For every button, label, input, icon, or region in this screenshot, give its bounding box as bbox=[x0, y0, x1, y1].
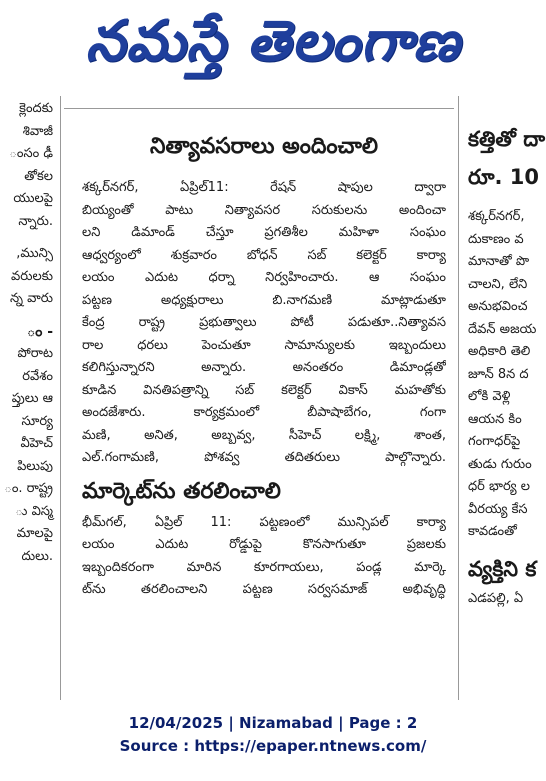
second-article-body-line: లయం ఎదుట రోడ్డుపై కొనసాగుతూ ప్రజలకు bbox=[82, 537, 446, 552]
article-body-line: అందజేశారు. కార్యక్రమంలో బీపాషాబేగం, గంగా bbox=[82, 405, 446, 420]
left-column bbox=[0, 98, 56, 568]
second-article-body-line: ట్‌ను తరలించాలని పట్టణ సర్వసమాజ్ అభివృద్ధి bbox=[82, 582, 446, 597]
right-column-line: జూన్ 8న ద bbox=[468, 366, 529, 382]
left-column-line: న్నారు. bbox=[18, 213, 53, 229]
article-body-line: కేంద్ర రాష్ట్ర ప్రభుత్వాలు పోటీ పడుతూ..నిత్యావస bbox=[82, 315, 446, 330]
right-column-line: ఆయన కిం bbox=[468, 411, 522, 427]
left-column-line: తోకల bbox=[24, 168, 53, 184]
article-body-line: కూడిన వినతిపత్రాన్ని సబ్ కలెక్టర్ వికాస్ మహతోకు bbox=[82, 382, 446, 398]
footer bbox=[0, 712, 546, 758]
right-column-line: తుడు గురుం bbox=[468, 456, 532, 472]
left-column-line: న్న వారు bbox=[10, 291, 53, 306]
left-column-line: దులు. bbox=[21, 548, 53, 564]
right-column-line: ధర్ భార్య ల bbox=[468, 479, 530, 494]
right-column-line: దుకాణం వ bbox=[468, 231, 524, 247]
right-column-headline: రూ. 10 bbox=[468, 165, 539, 189]
right-column-line: చాలని, లేని bbox=[468, 276, 528, 292]
second-article-headline: మార్కెట్‌ను తరలించాలి bbox=[82, 478, 281, 504]
column-divider-left bbox=[60, 96, 61, 700]
right-column bbox=[468, 120, 546, 610]
footer-date-edition: 12/04/2025 | Nizamabad | Page : 2 bbox=[128, 714, 418, 732]
right-column-line: అనుభవించ bbox=[468, 299, 528, 314]
second-article-body-line: భీమ్‌గల్, ఏప్రిల్ 11: పట్టణంలో మున్సిపల్ కార్యా bbox=[82, 514, 446, 530]
left-column-line: ,మున్సి bbox=[16, 246, 53, 261]
article-body-line: శక్కర్‌నగర్, ఏప్రిల్11: రేషన్ షాపుల ద్వారా bbox=[82, 180, 446, 195]
masthead-title: నమస్తే తెలంగాణ bbox=[85, 9, 461, 74]
column-divider-right bbox=[458, 96, 459, 700]
masthead bbox=[0, 0, 546, 84]
article-body-line: ఎల్.గంగామణి, పోశవ్వ తదితరులు పాల్గొన్నారు. bbox=[82, 450, 446, 465]
left-column-heading: ం - bbox=[27, 323, 53, 340]
right-column-line: అధికారి తెలి bbox=[468, 344, 531, 359]
right-column-line: గంగాధర్‌పై bbox=[468, 434, 521, 449]
left-column-line: పోరాట bbox=[17, 346, 53, 361]
second-article-body-line: ఇబ్బందికరంగా మారిన కూరగాయలు, పండ్ల మార్కె bbox=[82, 559, 446, 575]
left-column-line: వరులకు bbox=[11, 268, 53, 284]
left-column-line: ప్తులు ఆ bbox=[11, 391, 53, 406]
right-column-subheadline: వ్యక్తిని క bbox=[468, 556, 537, 581]
left-column-line: ం. రాష్ట్ర bbox=[4, 481, 53, 496]
article-body-line: కలిగిస్తున్నారని అన్నారు. అనంతరం డిమాండ్లతో bbox=[82, 360, 446, 375]
right-column-line: లోకి వెళ్లి bbox=[468, 389, 511, 404]
left-column-line: మాలపై bbox=[16, 526, 53, 541]
right-column-headline: కత్తితో దా bbox=[468, 127, 546, 151]
right-column-line: మానాతో పొ bbox=[468, 254, 530, 269]
main-article bbox=[82, 125, 446, 602]
left-column-line: ంసం ఢీ bbox=[9, 146, 53, 161]
article-body-line: మణి, అనిత, అబ్బవ్వ, సీహెచ్ లక్ష్మి, శాంత, bbox=[82, 427, 446, 443]
left-column-line: వీహెచ్ bbox=[20, 436, 53, 451]
article-body-line: లయం ఎదుట ధర్నా నిర్వహించారు. ఆ సంఘం bbox=[82, 270, 446, 285]
article-body-line: ఆధ్వర్యంలో శుక్రవారం బోధన్ సబ్ కలెక్టర్ కార్యా bbox=[82, 247, 446, 263]
right-column-tail: ఎడపల్లి, ఏ bbox=[468, 590, 524, 606]
left-column-line: సూర్య bbox=[21, 413, 53, 429]
left-column-line: యులపై bbox=[13, 191, 53, 206]
article-body-line: బియ్యంతో పాటు నిత్యావసర సరుకులను అందించా bbox=[82, 202, 446, 218]
left-column-line: ు విస్మ bbox=[15, 503, 53, 519]
right-column-line: శక్కర్‌నగర్, bbox=[468, 209, 525, 224]
left-column-line: పిలుపు bbox=[17, 458, 53, 474]
right-column-line: కావడంతో bbox=[468, 524, 517, 539]
right-column-line: వీరయ్య కేస bbox=[468, 501, 528, 517]
article-body-line: లని డిమాండ్ చేస్తూ ప్రగతిశీల మహిళా సంఘం bbox=[82, 225, 446, 240]
article-headline: నిత్యావసరాలు అందించాలి bbox=[150, 134, 378, 159]
left-column-line: రవేశం bbox=[22, 368, 53, 384]
right-column-line: దేవన్ అజయ bbox=[468, 321, 537, 337]
article-body-line: రాల ధరలు పెంచుతూ సామాన్యులకు ఇబ్బందులు bbox=[82, 337, 446, 353]
left-column-line: శివాజీ bbox=[22, 123, 53, 139]
footer-source: Source : https://epaper.ntnews.com/ bbox=[119, 737, 427, 755]
article-body-line: పట్టణ అధ్యక్షురాలు బి.నాగమణి మాట్లాడుతూ bbox=[82, 292, 446, 308]
masthead-divider bbox=[64, 108, 454, 109]
left-column-line: క్లెందకు bbox=[19, 101, 53, 116]
